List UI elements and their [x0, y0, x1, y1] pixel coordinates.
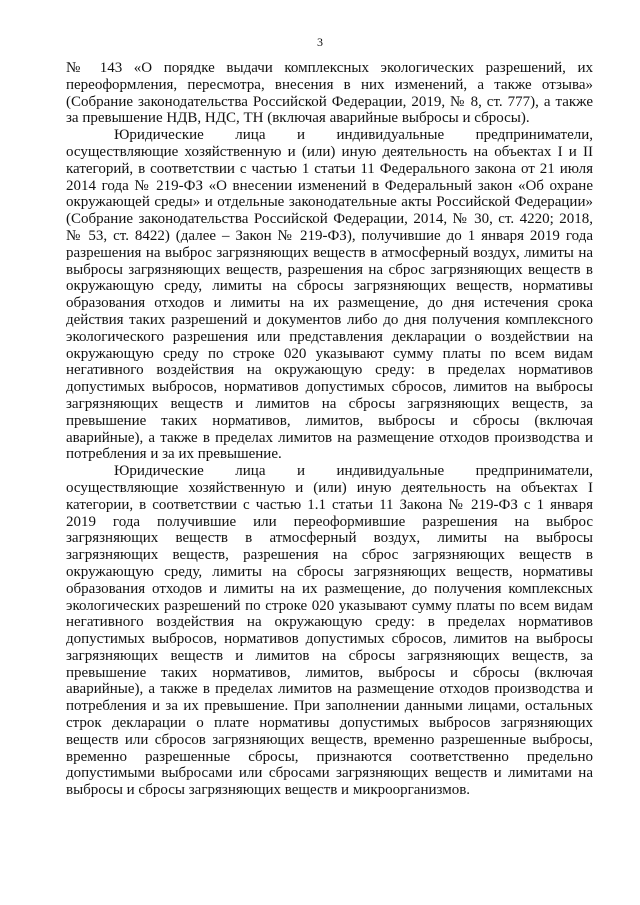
- page-number: 3: [317, 35, 323, 49]
- paragraph-continuation: № 143 «О порядке выдачи комплексных экологических разрешений, их переоформления, пересмотра, внесения в них изменений, а также отзыва» (Собрание законодательства Российской Федерации, 2019, № 8, ст. 777), а также за превышение НДВ, НДС, ТН (включая аварийные выбросы и сбросы).: [66, 60, 593, 127]
- paragraph-category-1-2: Юридические лица и индивидуальные предприниматели, осуществляющие хозяйственную и (или) иную деятельность на объектах I и II категорий, в соответствии с частью 1 статьи 11 Федерального закона от 21 июля 2014 года № 219-ФЗ «О внесении изменений в Федеральный закон «Об охране окружающей среды» и отдельные законодательные акты Российской Федерации» (Собрание законодательства Российской Федерации, 2014, № 30, ст. 4220; 2018, № 53, ст. 8422) (далее – Закон № 219-ФЗ), получившие до 1 января 2019 года разрешения на выброс загрязняющих веществ в атмосферный воздух, лимиты на выбросы загрязняющих веществ, разрешения на сброс загрязняющих веществ в окружающую среду, лимиты на сбросы загрязняющих веществ, нормативы образования отходов и лимиты на их размещение, до дня истечения срока действия таких разрешений и документов либо до дня получения комплексного экологического разрешения или представления декларации о воздействии на окружающую среду по строке 020 указывают сумму платы по всем видам негативного воздействия на окружающую среду: в пределах нормативов допустимых выбросов, нормативов допустимых сбросов, лимитов на выбросы загрязняющих веществ и лимитов на сбросы загрязняющих веществ, за превышение таких нормативов, лимитов, выбросы и сбросы (включая аварийные), а также в пределах лимитов на размещение отходов производства и потребления и за их превышение.: [66, 127, 593, 463]
- document-body: [66, 60, 593, 799]
- paragraph-category-1: Юридические лица и индивидуальные предприниматели, осуществляющие хозяйственную и (или) иную деятельность на объектах I категории, в соответствии с частью 1.1 статьи 11 Закона № 219-ФЗ с 1 января 2019 года получившие или переоформившие разрешения на выброс загрязняющих веществ в атмосферный воздух, лимиты на выбросы загрязняющих веществ, разрешения на сброс загрязняющих веществ в окружающую среду, лимиты на сбросы загрязняющих веществ, нормативы образования отходов и лимиты на их размещение, до получения комплексных экологических разрешений по строке 020 указывают сумму платы по всем видам негативного воздействия на окружающую среду: в пределах нормативов допустимых выбросов, нормативов допустимых сбросов, лимитов на выбросы загрязняющих веществ и лимитов на сбросы загрязняющих веществ, за превышение таких нормативов, лимитов, выбросы и сбросы (включая аварийные), а также в пределах лимитов на размещение отходов производства и потребления и за их превышение. При заполнении данными лицами, остальных строк декларации о плате нормативы допустимых выбросов загрязняющих веществ или сбросов загрязняющих веществ, временно разрешенные выбросы, временно разрешенные сбросы, признаются соответственно предельно допустимыми выбросами или сбросами загрязняющих веществ и лимитами на выбросы и сбросы загрязняющих веществ и микроорганизмов.: [66, 463, 593, 799]
